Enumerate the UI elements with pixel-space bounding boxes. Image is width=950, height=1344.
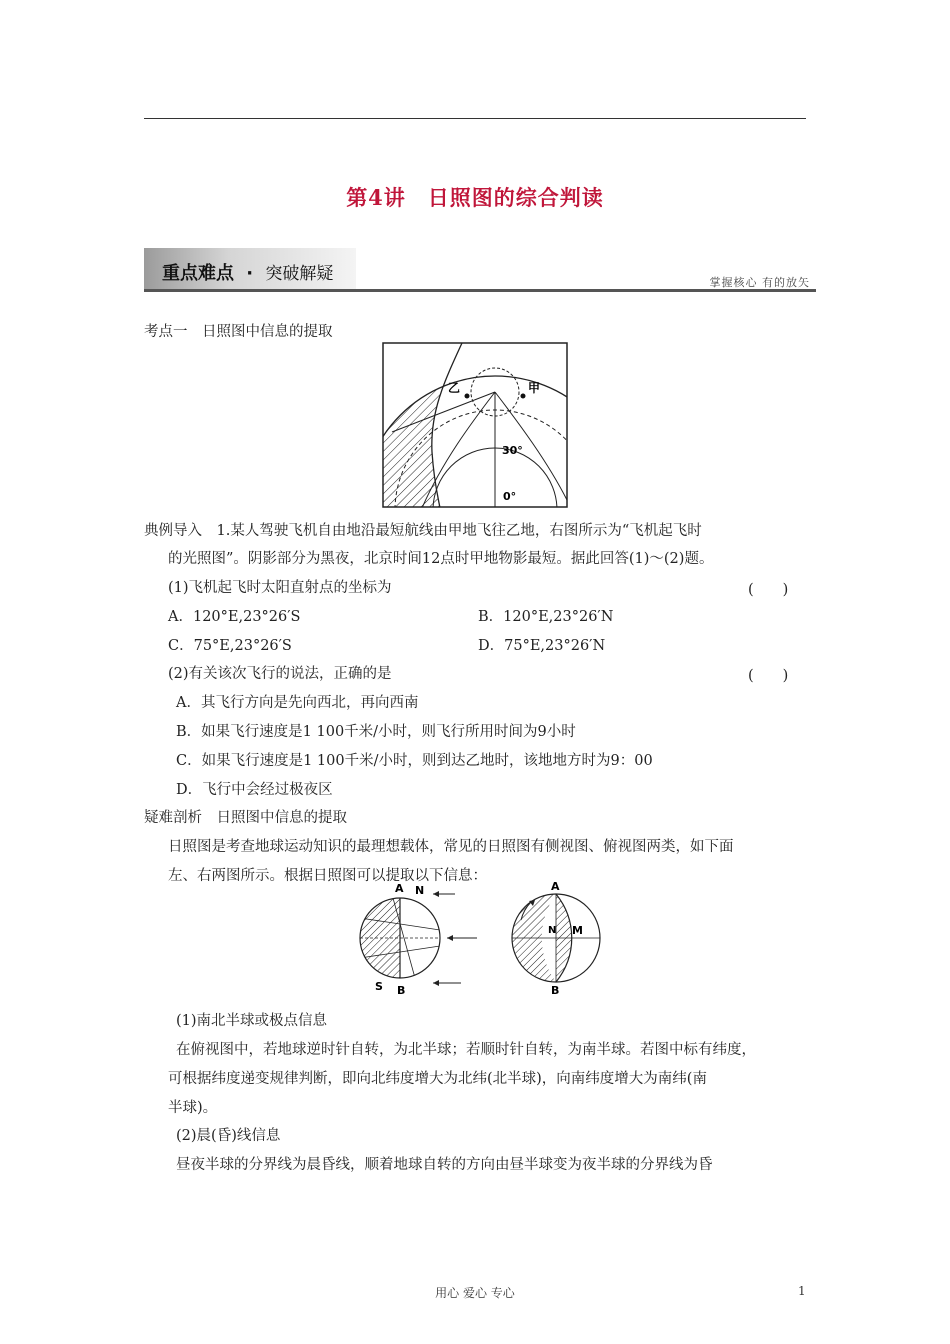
analysis-paragraph-cont: 左、右两图所示。根据日照图可以提取以下信息： <box>168 868 487 884</box>
q2-option-c: C．如果飞行速度是1 100千米/小时，则到达乙地时，该地地方时为9：00 <box>176 753 653 769</box>
section-banner <box>144 248 816 292</box>
banner-title <box>162 259 333 285</box>
subsection-1-line-3: 半球)。 <box>168 1100 218 1116</box>
q2-answer-paren: ( ) <box>748 668 789 684</box>
analysis-heading: 疑难剖析 日照图中信息的提取 <box>144 810 347 826</box>
example-intro: 典例导入 1.某人驾驶飞机自由地沿最短航线由甲地飞往乙地，右图所示为“飞机起飞时 <box>144 523 702 539</box>
right-label-m: M <box>572 924 583 937</box>
banner-main: 重点难点 <box>162 263 234 284</box>
q1-option-b: B．120°E,23°26′N <box>478 609 614 625</box>
label-lat-0: 0° <box>503 490 517 503</box>
footer-motto: 用心 爱心 专心 <box>435 1286 515 1300</box>
right-label-n: N <box>548 925 557 936</box>
q1-option-d: D．75°E,23°26′N <box>478 638 606 654</box>
subsection-2-title: (2)晨(昏)线信息 <box>176 1128 281 1144</box>
left-label-n: N <box>415 884 425 897</box>
label-lat-30: 30° <box>502 444 523 457</box>
q2-option-a: A．其飞行方向是先向西北，再向西南 <box>176 695 419 711</box>
q2-stem: (2)有关该次飞行的说法，正确的是 <box>168 666 392 682</box>
subsection-1-title: (1)南北半球或极点信息 <box>176 1013 328 1029</box>
left-label-a: A <box>395 882 404 895</box>
page-number: 1 <box>798 1284 806 1298</box>
q1-option-c: C．75°E,23°26′S <box>168 638 292 654</box>
right-label-a: A <box>551 880 560 893</box>
point-jia-marker <box>521 394 526 399</box>
left-label-b: B <box>397 984 406 996</box>
analysis-paragraph: 日照图是考查地球运动知识的最理想载体，常见的日照图有侧视图、俯视图两类，如下面 <box>168 839 734 855</box>
q1-stem: (1)飞机起飞时太阳直射点的坐标为 <box>168 580 392 596</box>
label-yi: 乙 <box>448 381 461 395</box>
page-title: 第4讲 日照图的综合判读 <box>346 185 604 210</box>
side-and-polar-view-figure <box>355 880 615 996</box>
q2-option-b: B．如果飞行速度是1 100千米/小时，则飞行所用时间为9小时 <box>176 724 576 740</box>
label-jia: 甲 <box>528 381 541 395</box>
subsection-1-line-1: 在俯视图中，若地球逆时针自转，为北半球；若顺时针自转，为南半球。若图中标有纬度， <box>176 1042 756 1058</box>
right-label-b: B <box>551 984 560 996</box>
q2-option-d: D．飞行中会经过极夜区 <box>176 782 333 798</box>
banner-slogan: 掌握核心 有的放矢 <box>709 276 810 289</box>
illumination-map-figure <box>382 342 568 508</box>
example-intro-cont: 的光照图”。阴影部分为黑夜，北京时间12点时甲地物影最短。据此回答(1)～(2)题。 <box>168 551 714 567</box>
q1-option-a: A．120°E,23°26′S <box>168 609 301 625</box>
point-yi-marker <box>465 394 470 399</box>
subsection-2-line-1: 昼夜半球的分界线为晨昏线，顺着地球自转的方向由昼半球变为夜半球的分界线为昏 <box>176 1157 713 1173</box>
banner-dot: · <box>246 263 254 284</box>
q1-answer-paren: ( ) <box>748 582 789 598</box>
header-rule <box>144 118 806 119</box>
left-label-s: S <box>375 980 383 993</box>
subsection-1-line-2: 可根据纬度递变规律判断，即向北纬度增大为北纬(北半球)，向南纬度增大为南纬(南 <box>168 1071 707 1087</box>
banner-sub: 突破解疑 <box>265 264 334 284</box>
section-heading: 考点一 日照图中信息的提取 <box>144 324 333 340</box>
